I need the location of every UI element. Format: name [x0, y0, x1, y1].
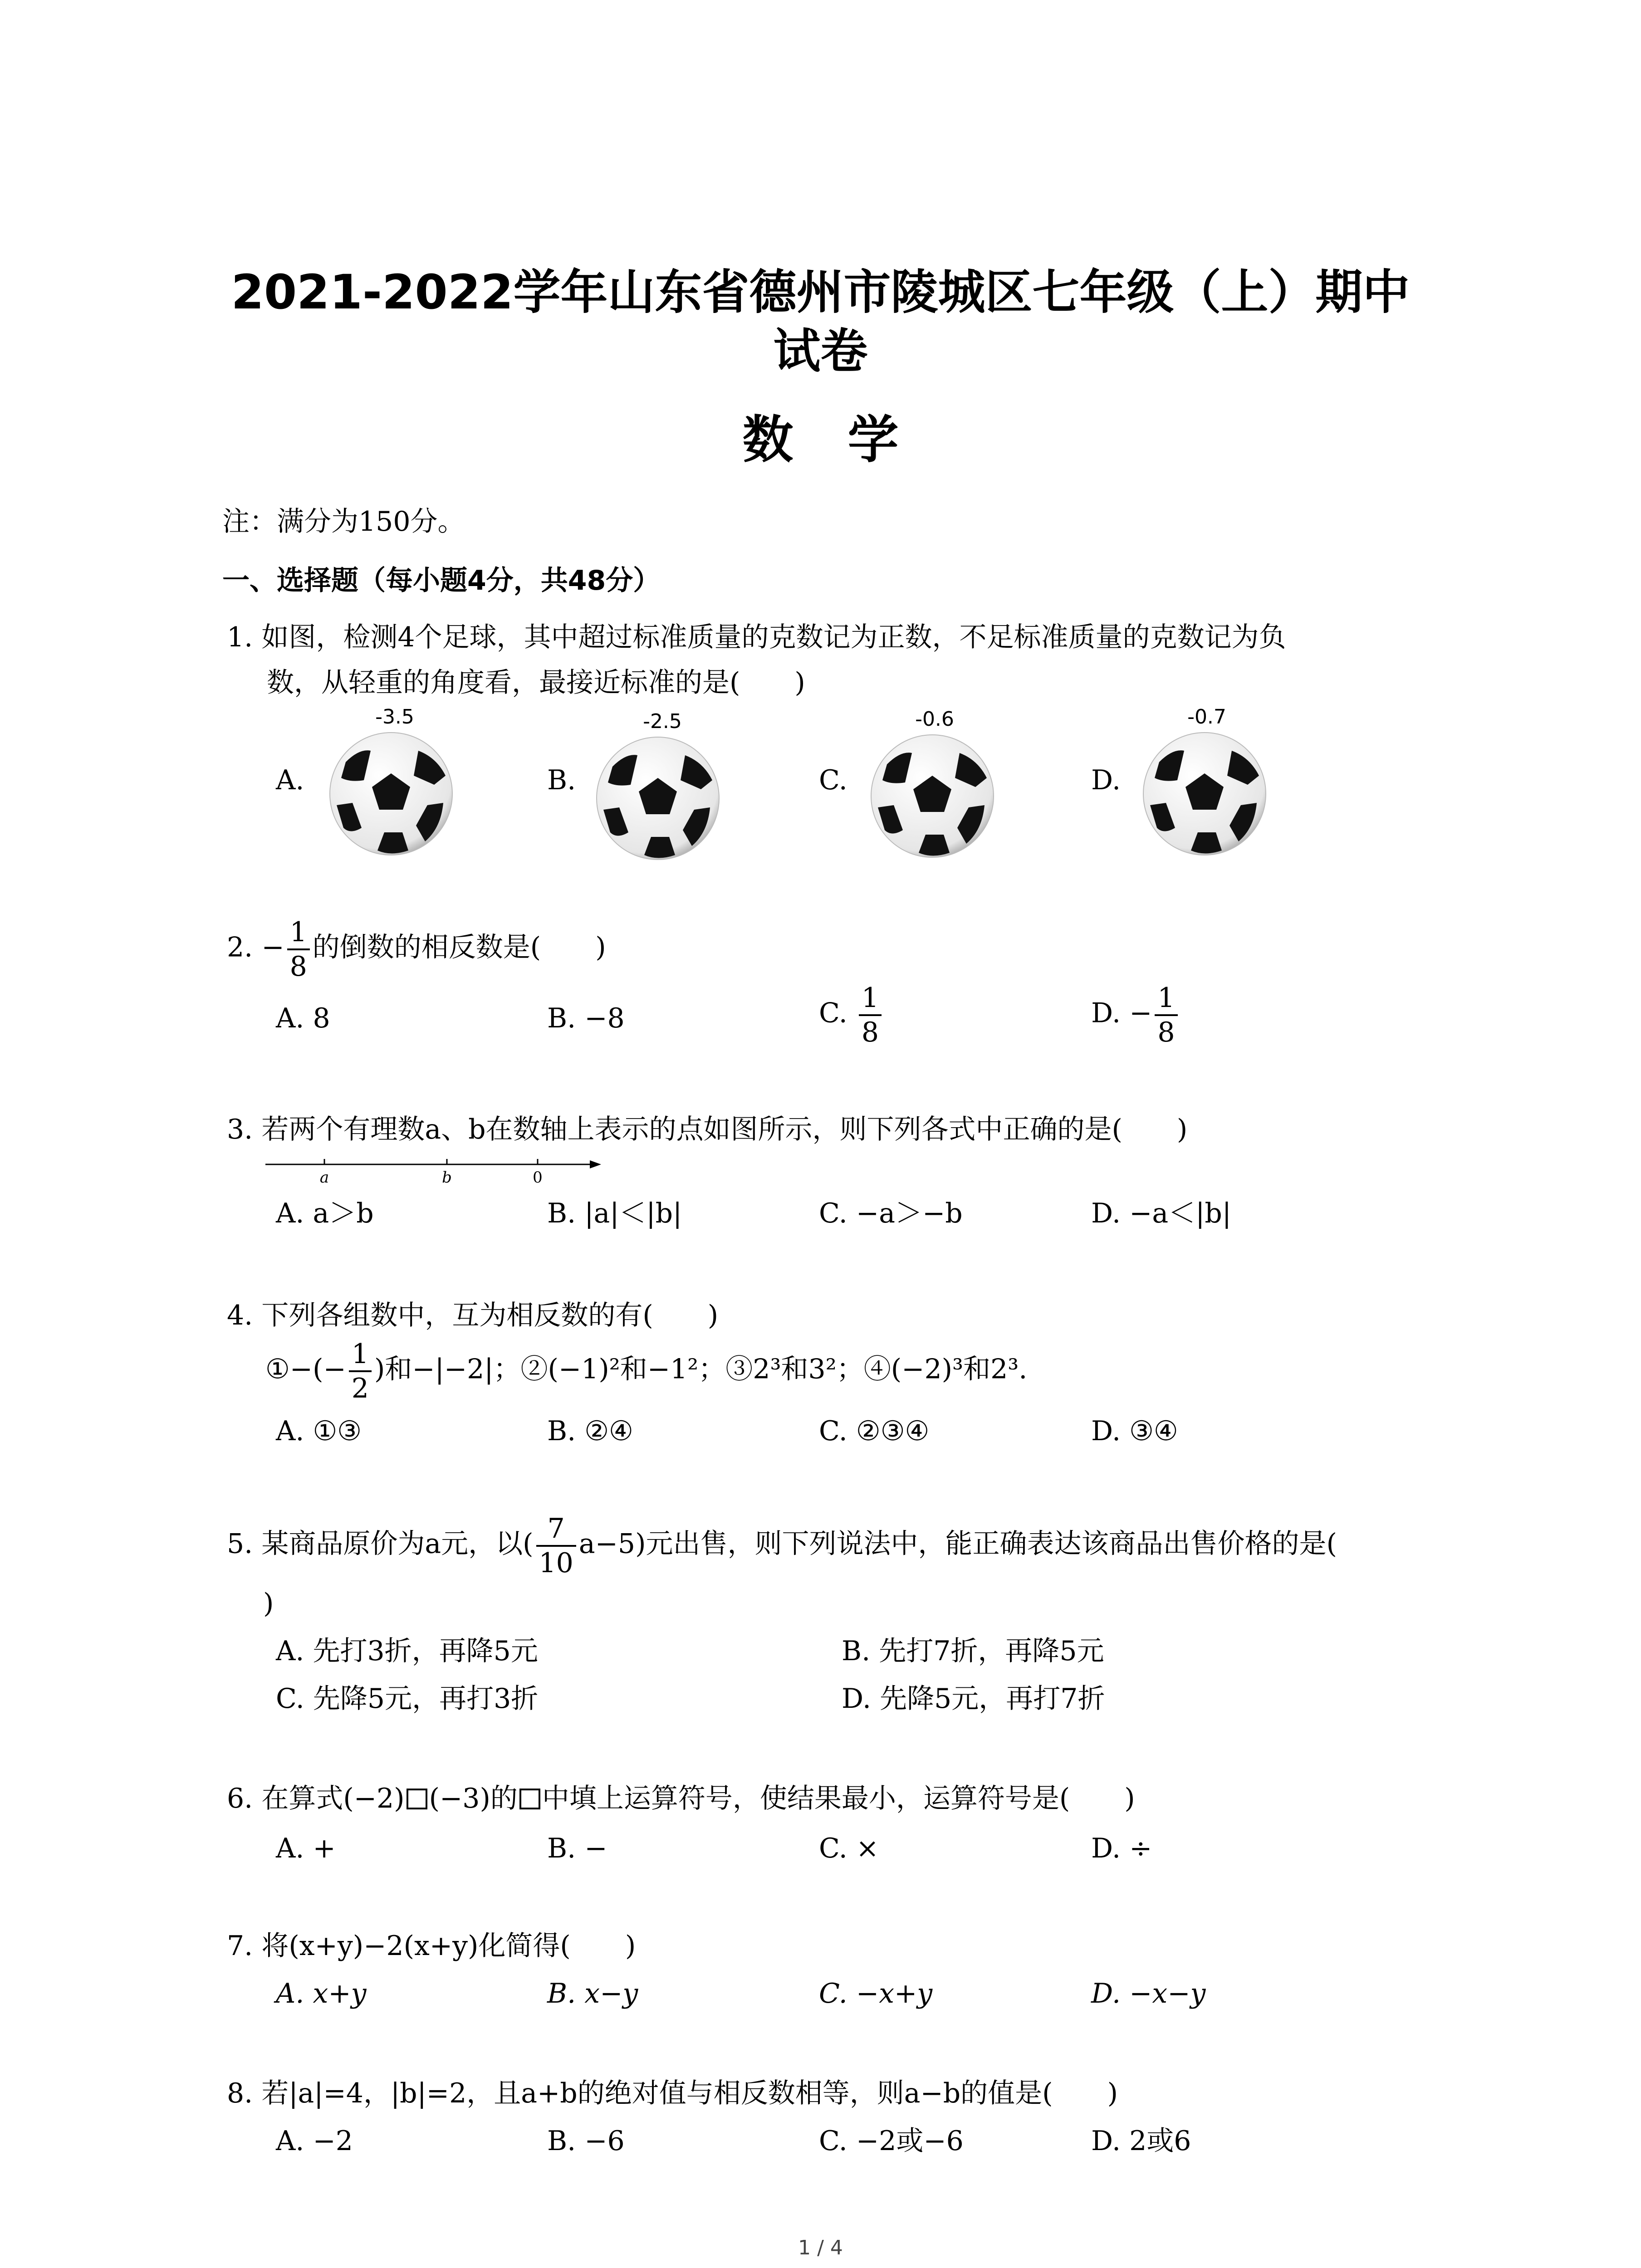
axis-label-0: 0 [533, 1168, 543, 1187]
q3-option-a: A. a＞b [276, 1198, 374, 1229]
q5-pre: 5. 某商品原价为a元，以( [227, 1528, 534, 1560]
q2-c-letter: C. [819, 997, 847, 1029]
q1-ball-d-label: -0.7 [1187, 705, 1226, 728]
q2-option-a: A. 8 [276, 1002, 330, 1034]
question-1-text-cont: 数，从轻重的角度看，最接近标准的是( ) [267, 667, 805, 699]
q4-item-post: )和−|−2|；②(−1)²和−1²；③2³和3²；④(−2)³和2³. [374, 1353, 1028, 1385]
q2-c-fraction [859, 984, 882, 1046]
question-4-text: 4. 下列各组数中，互为相反数的有( ) [227, 1300, 719, 1331]
q2-d-den: 8 [1157, 1017, 1175, 1048]
q2-option-d [1091, 984, 1181, 1046]
blank-box-icon [407, 1789, 427, 1809]
soccer-ball-icon-c [869, 733, 996, 860]
page-number: 1 / 4 [798, 2236, 843, 2259]
q2-fraction [287, 916, 310, 982]
q5-fraction-den: 10 [539, 1547, 573, 1579]
blank-box-icon-2 [519, 1789, 540, 1809]
q4-option-b: B. ②④ [547, 1415, 633, 1447]
page-title: 2021-2022学年山东省德州市陵城区七年级（上）期中 [231, 264, 1410, 320]
q5-post: a−5)元出售，则下列说法中，能正确表达该商品出售价格的是( [578, 1528, 1337, 1560]
q4-fraction-den: 2 [351, 1373, 369, 1404]
q2-c-den: 8 [861, 1017, 879, 1048]
q4-fraction [349, 1340, 372, 1402]
question-4-items [265, 1340, 1027, 1402]
q6-pre: 6. 在算式(−2) [227, 1783, 405, 1814]
q4-option-a: A. ①③ [276, 1415, 362, 1447]
q6-option-a: A. + [276, 1833, 336, 1864]
q7-option-a: A. x+y [276, 1978, 367, 2009]
q7-option-b: B. x−y [547, 1978, 638, 2009]
q2-fraction-num: 1 [287, 919, 310, 950]
q4-option-d: D. ③④ [1091, 1415, 1178, 1447]
q1-ball-b-label: -2.5 [643, 710, 682, 733]
question-6-text [227, 1785, 1135, 1812]
q7-option-c: C. −x+y [819, 1978, 933, 2009]
q4-item-pre: ①−(− [265, 1353, 346, 1385]
section-heading: 一、选择题（每小题4分，共48分） [222, 565, 661, 596]
q1-option-a: A. [276, 764, 304, 796]
q8-option-b: B. −6 [547, 2125, 625, 2157]
q2-prefix: 2. − [227, 931, 284, 963]
q1-ball-c-label: -0.6 [915, 708, 954, 731]
number-line-arrow [590, 1160, 601, 1168]
q8-option-c: C. −2或−6 [819, 2125, 964, 2157]
q4-fraction-num: 1 [349, 1340, 372, 1372]
q3-option-b: B. |a|＜|b| [547, 1198, 682, 1229]
soccer-ball-icon-b [594, 735, 721, 862]
q4-option-c: C. ②③④ [819, 1415, 930, 1447]
q5-option-b: B. 先打7折，再降5元 [842, 1635, 1104, 1667]
q6-option-c: C. × [819, 1833, 879, 1864]
q2-fraction-den: 8 [289, 951, 307, 982]
soccer-ball-icon-a [328, 730, 455, 857]
q8-option-a: A. −2 [276, 2125, 353, 2157]
q5-option-a: A. 先打3折，再降5元 [276, 1635, 538, 1667]
soccer-ball-icon-d [1141, 730, 1268, 857]
q6-mid: (−3)的 [429, 1783, 518, 1814]
q5-option-c: C. 先降5元，再打3折 [276, 1683, 539, 1715]
q5-option-d: D. 先降5元，再打7折 [842, 1683, 1105, 1715]
axis-label-a: a [319, 1168, 329, 1187]
subject-title: 数学 [742, 411, 953, 469]
q6-option-b: B. − [547, 1833, 607, 1864]
q3-option-c: C. −a＞−b [819, 1198, 963, 1229]
q2-option-c [819, 984, 884, 1046]
q1-option-c: C. [819, 764, 847, 796]
q8-option-d: D. 2或6 [1091, 2125, 1191, 2157]
question-1-text: 1. 如图，检测4个足球，其中超过标准质量的克数记为正数，不足标准质量的克数记为负 [227, 621, 1286, 653]
question-8-text: 8. 若|a|=4，|b|=2，且a+b的绝对值与相反数相等，则a−b的值是( ) [227, 2077, 1118, 2109]
q3-option-d: D. −a＜|b| [1091, 1198, 1231, 1229]
question-5-text [227, 1515, 1337, 1577]
q2-suffix: 的倒数的相反数是( ) [312, 931, 606, 963]
q1-ball-a-label: -3.5 [375, 705, 414, 728]
q2-d-letter: D. − [1091, 997, 1152, 1029]
question-5-text-cont: ) [263, 1588, 274, 1619]
q2-option-b: B. −8 [547, 1002, 625, 1034]
question-2-text [227, 916, 606, 982]
q2-d-num: 1 [1155, 984, 1177, 1016]
q6-post: 中填上运算符号，使结果最小，运算符号是( ) [542, 1783, 1135, 1814]
q6-option-d: D. ÷ [1091, 1833, 1152, 1864]
q7-option-d: D. −x−y [1091, 1978, 1206, 2009]
number-line [265, 1154, 601, 1191]
score-note: 注：满分为150分。 [222, 506, 465, 538]
q5-fraction-num: 7 [536, 1515, 576, 1547]
question-7-text: 7. 将(x+y)−2(x+y)化简得( ) [227, 1930, 636, 1962]
q2-d-fraction [1155, 984, 1177, 1046]
question-3-text: 3. 若两个有理数a、b在数轴上表示的点如图所示，则下列各式中正确的是( ) [227, 1114, 1188, 1145]
q5-fraction [536, 1515, 576, 1577]
q1-option-b: B. [547, 764, 576, 796]
q1-option-d: D. [1091, 764, 1121, 796]
q2-c-num: 1 [859, 984, 882, 1016]
axis-label-b: b [442, 1168, 452, 1187]
page-title-line2: 试卷 [773, 323, 868, 379]
